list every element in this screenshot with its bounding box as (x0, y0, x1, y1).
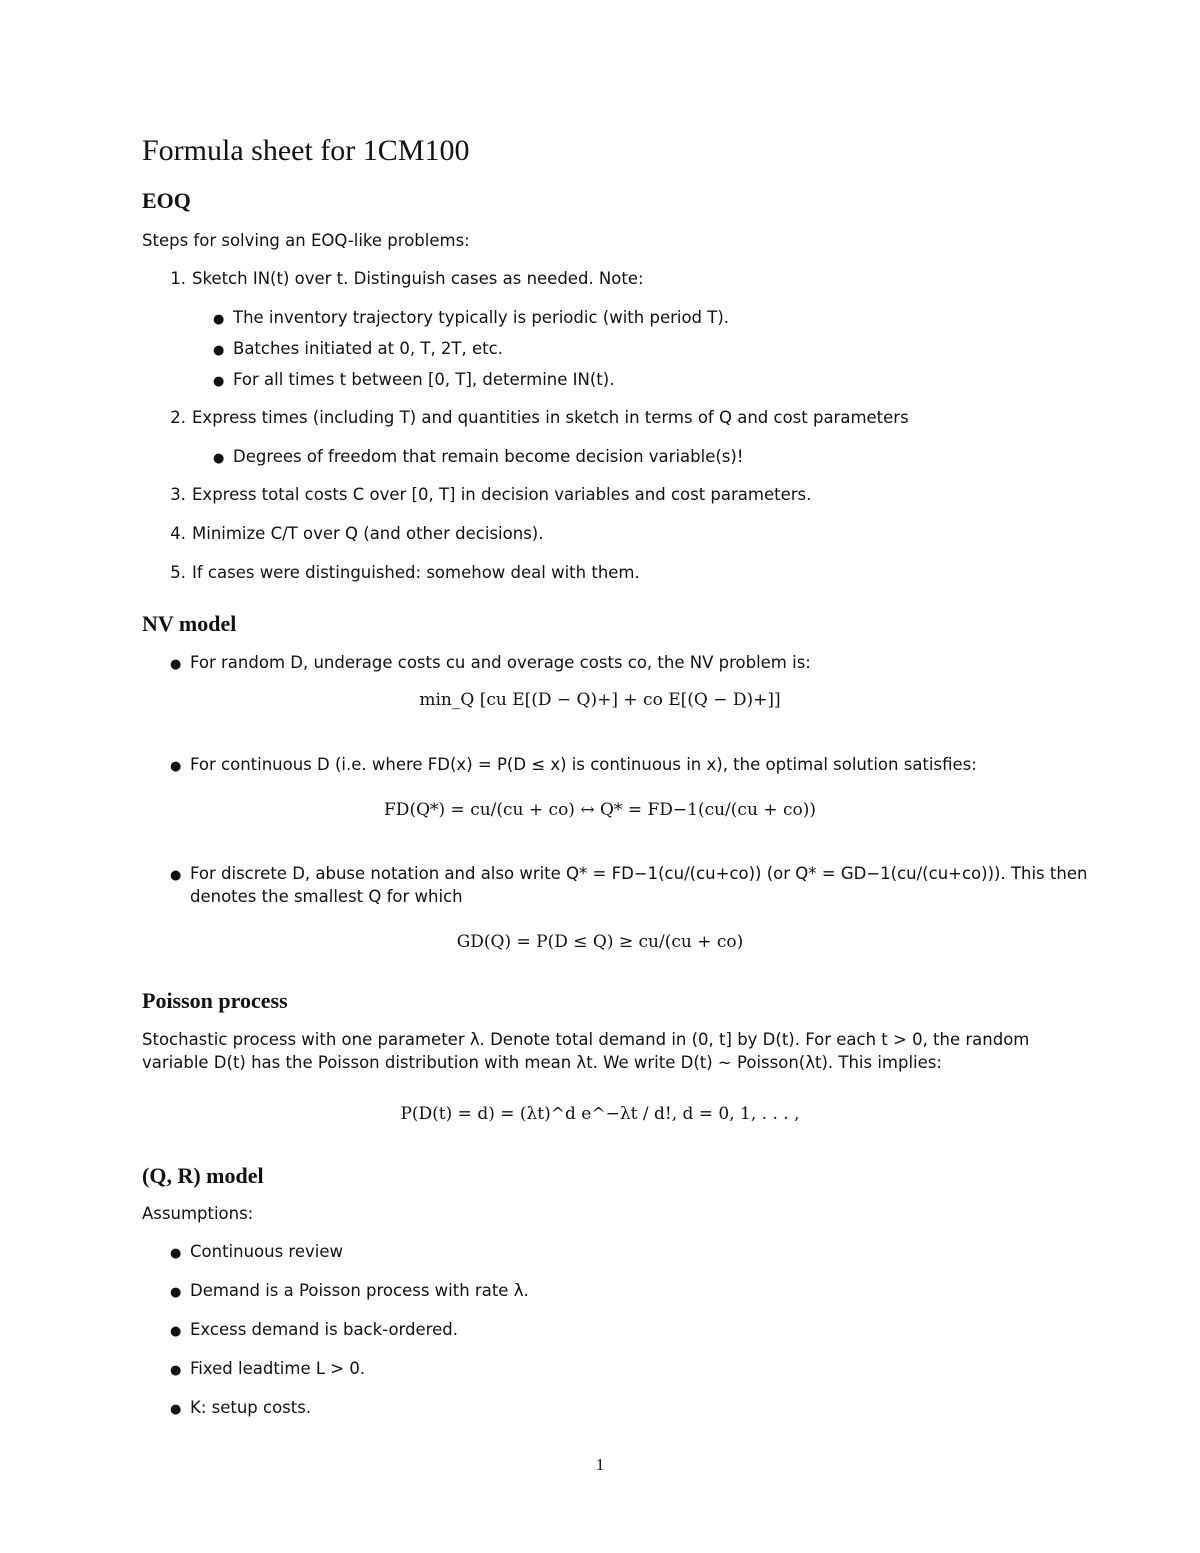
nv-bullet-1: ● For random D, underage costs cu and overage costs co, the NV problem is: (170, 651, 811, 677)
nv-objective-equation: min_Q [cu E[(D − Q)+] + co E[(Q − D)+]] (419, 690, 781, 710)
eoq-step-5-number: 5. (170, 563, 186, 582)
bullet-icon: ● (213, 451, 225, 466)
eoq-step-2-text: Express times (including T) and quantities in sketch in terms of Q and cost parameters (192, 408, 909, 427)
page-number: 1 (595, 1455, 605, 1474)
eoq-step-4-text: Minimize C/T over Q (and other decisions). (192, 524, 544, 543)
eoq-step-2-number: 2. (170, 408, 186, 427)
eoq-step-5-text: If cases were distinguished: somehow deal with them. (192, 563, 640, 582)
poisson-line-2: variable D(t) has the Poisson distribution with mean λt. We write D(t) ∼ Poisson(λt). This implies: (142, 1053, 942, 1072)
bullet-icon: ● (170, 1402, 182, 1417)
bullet-icon: ● (170, 868, 182, 883)
bullet-icon: ● (213, 374, 225, 389)
qr-assumption: ● K: setup costs. (170, 1396, 311, 1422)
eoq-step-1-bullet: ● Batches initiated at 0, T, 2T, etc. (213, 337, 503, 363)
eoq-heading: EOQ (142, 188, 191, 213)
bullet-icon: ● (170, 1246, 182, 1261)
qr-assumption: ● Demand is a Poisson process with rate λ. (170, 1279, 529, 1305)
eoq-step-1-text: Sketch IN(t) over t. Distinguish cases as needed. Note: (192, 269, 644, 288)
bullet-icon: ● (170, 657, 182, 672)
eoq-step-1-bullet: ● The inventory trajectory typically is periodic (with period T). (213, 306, 729, 332)
qr-assumption: ● Continuous review (170, 1240, 343, 1266)
eoq-step-1 (160, 267, 644, 291)
qr-heading: (Q, R) model (142, 1163, 264, 1188)
eoq-step-4 (160, 522, 543, 546)
nv-bullet-3: ● For discrete D, abuse notation and also write Q* = FD−1(cu/(cu+co)) (or Q* = GD−1(cu/(cu+co))). This then (170, 862, 1087, 888)
poisson-pmf-equation: P(D(t) = d) = (λt)^d e^−λt / d!, d = 0, 1, . . . , (400, 1104, 800, 1124)
page-title: Formula sheet for 1CM100 (142, 134, 470, 167)
bullet-icon: ● (170, 1285, 182, 1300)
poisson-heading: Poisson process (142, 988, 288, 1013)
bullet-icon: ● (170, 1363, 182, 1378)
poisson-line-1: Stochastic process with one parameter λ. Denote total demand in (0, t] by D(t). For each t > 0, the random (142, 1030, 1030, 1049)
nv-heading: NV model (142, 611, 237, 636)
eoq-step-3-number: 3. (170, 485, 186, 504)
eoq-step-5 (160, 561, 640, 585)
nv-critical-fractile-equation: FD(Q*) = cu/(cu + co) ↔ Q* = FD−1(cu/(cu + co)) (384, 800, 816, 820)
eoq-step-1-number: 1. (170, 269, 186, 288)
bullet-icon: ● (213, 343, 225, 358)
qr-assumption: ● Fixed leadtime L > 0. (170, 1357, 365, 1383)
eoq-step-1-bullet: ● For all times t between [0, T], determine IN(t). (213, 368, 614, 394)
nv-bullet-3-continuation: denotes the smallest Q for which (190, 887, 463, 906)
eoq-step-3 (160, 483, 811, 507)
eoq-intro: Steps for solving an EOQ-like problems: (142, 231, 470, 250)
nv-discrete-equation: GD(Q) = P(D ≤ Q) ≥ cu/(cu + co) (456, 932, 744, 952)
nv-bullet-2: ● For continuous D (i.e. where FD(x) = P(D ≤ x) is continuous in x), the optimal solution satisfies: (170, 753, 977, 779)
eoq-step-4-number: 4. (170, 524, 186, 543)
qr-assumption: ● Excess demand is back-ordered. (170, 1318, 458, 1344)
bullet-icon: ● (170, 1324, 182, 1339)
eoq-step-2-bullet: ● Degrees of freedom that remain become decision variable(s)! (213, 445, 743, 471)
qr-intro: Assumptions: (142, 1204, 254, 1223)
eoq-step-2 (160, 406, 909, 430)
eoq-step-3-text: Express total costs C over [0, T] in decision variables and cost parameters. (192, 485, 812, 504)
bullet-icon: ● (170, 759, 182, 774)
bullet-icon: ● (213, 312, 225, 327)
